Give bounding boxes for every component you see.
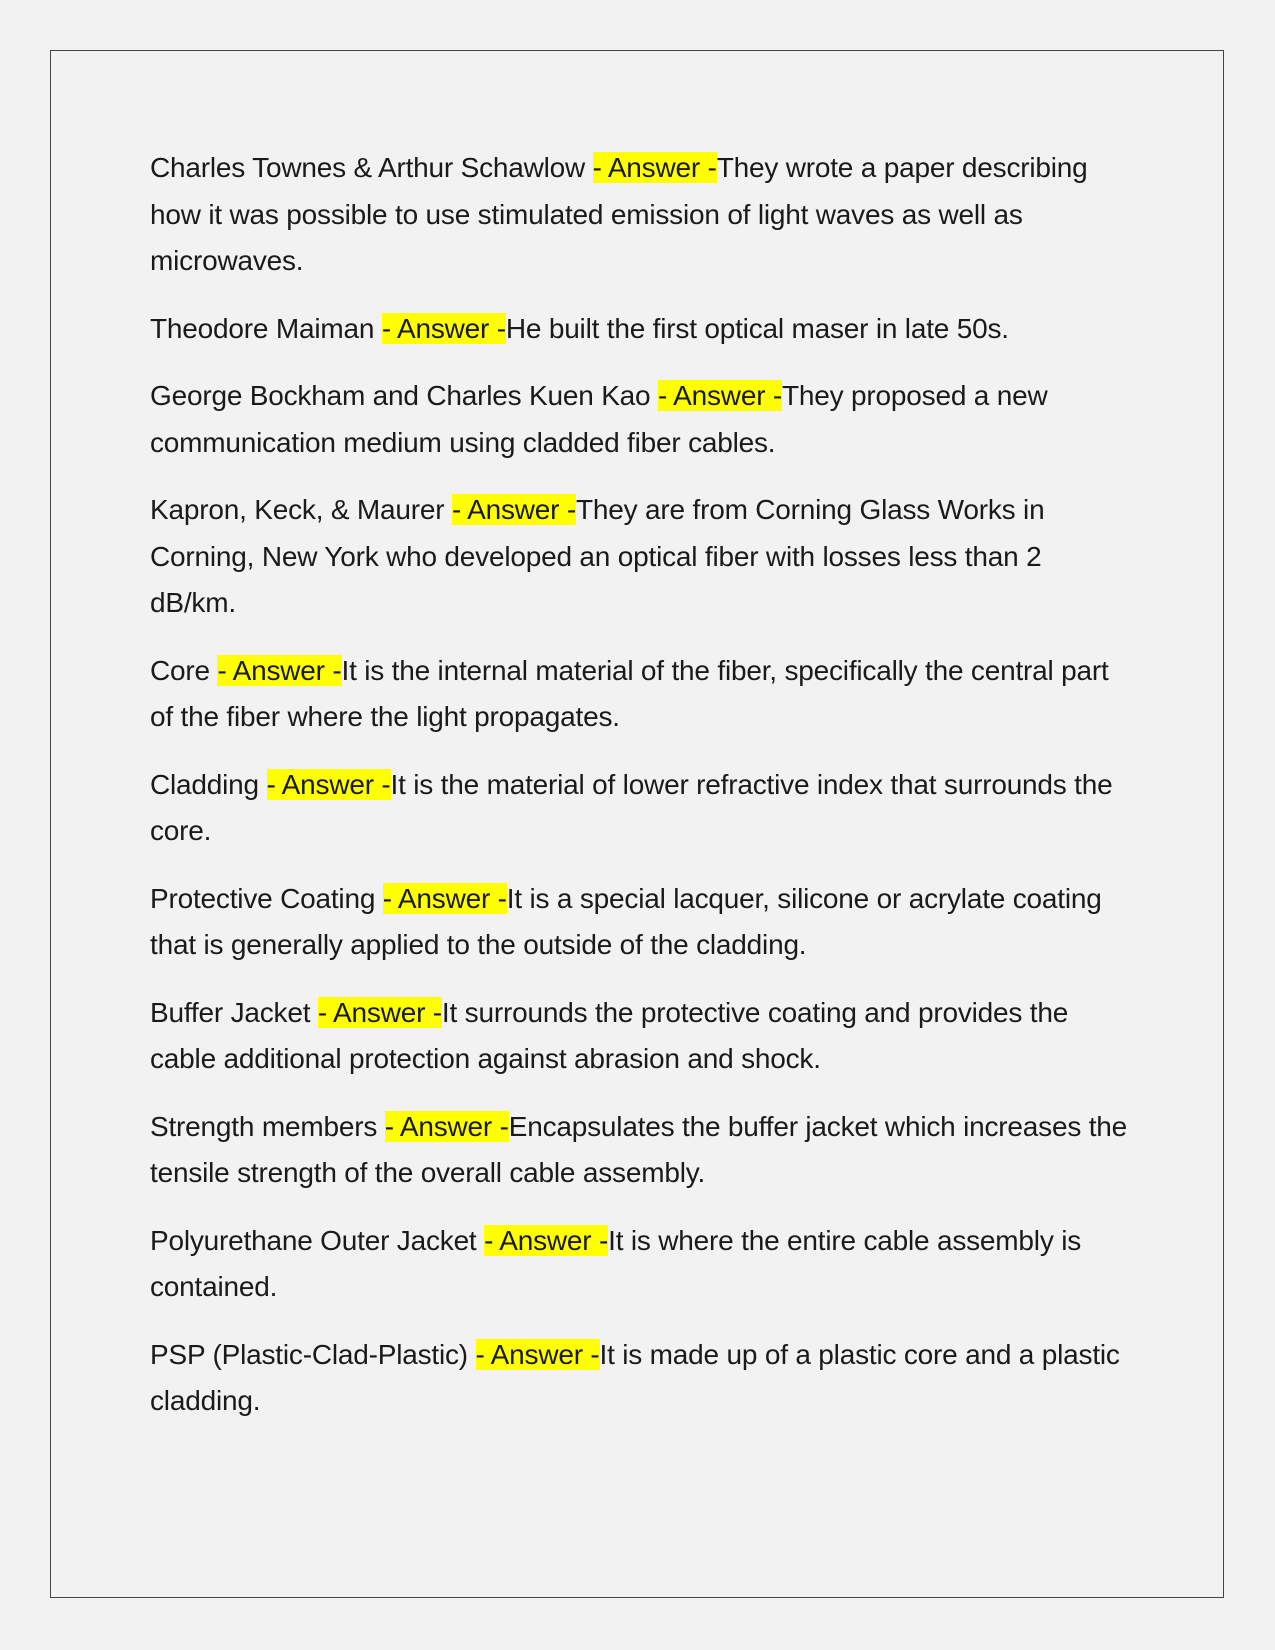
entry-definition: They wrote a paper describing how it was possible to use stimulated emission of light waves as well as microwaves. — [150, 152, 1088, 276]
entry-definition: They are from Corning Glass Works in Corning, New York who developed an optical fiber with losses less than 2 dB/km. — [150, 494, 1045, 618]
answer-highlight: - Answer - — [217, 654, 342, 686]
entry-term: Buffer Jacket — [150, 996, 318, 1028]
answer-highlight: - Answer - — [381, 312, 506, 344]
entry-definition: It is where the entire cable assembly is contained. — [150, 1224, 1082, 1302]
entry-definition: They proposed a new communication medium using cladded fiber cables. — [150, 380, 1048, 458]
answer-highlight: - Answer - — [382, 882, 507, 914]
entry-10 — [150, 1218, 1130, 1311]
answer-highlight: - Answer - — [475, 1338, 600, 1370]
answer-highlight: - Answer - — [658, 380, 783, 411]
answer-highlight: - Answer - — [484, 1224, 609, 1256]
entry-term: Protective Coating — [150, 882, 383, 914]
entry-definition: It surrounds the protective coating and provides the cable additional protection against abrasion and shock. — [150, 996, 1069, 1074]
entry-definition: It is the internal material of the fiber, specifically the central part of the fiber where the light propagates. — [150, 654, 1109, 732]
entry-definition: Encapsulates the buffer jacket which increases the tensile strength of the overall cable assembly. — [150, 1110, 1128, 1188]
entry-term: Strength members — [150, 1110, 385, 1142]
entry-term: Core — [150, 654, 218, 686]
entry-definition: It is made up of a plastic core and a plastic cladding. — [150, 1338, 1120, 1416]
entry-term: Theodore Maiman — [150, 312, 382, 344]
entry-8 — [150, 990, 1130, 1083]
entry-definition: It is a special lacquer, silicone or acrylate coating that is generally applied to the outside of the cladding. — [150, 882, 1102, 960]
answer-highlight: - Answer - — [451, 494, 577, 525]
entry-term: Kapron, Keck, & Maurer — [150, 494, 452, 525]
entry-4 — [150, 487, 1130, 627]
entry-term: PSP (Plastic-Clad-Plastic) — [150, 1338, 476, 1370]
entry-term: George Bockham and Charles Kuen Kao — [150, 380, 658, 411]
document-body — [150, 145, 1130, 1446]
answer-highlight: - Answer - — [317, 996, 442, 1028]
entry-7 — [150, 876, 1130, 969]
answer-highlight: - Answer - — [266, 768, 391, 800]
entry-1 — [150, 145, 1130, 285]
entry-term: Charles Townes & Arthur Schawlow — [150, 152, 593, 183]
entry-definition: It is the material of lower refractive index that surrounds the core. — [150, 768, 1113, 846]
entry-2 — [150, 306, 1130, 353]
entry-term: Polyurethane Outer Jacket — [150, 1224, 485, 1256]
entry-definition: He built the first optical maser in late 50s. — [505, 312, 1009, 344]
entry-6 — [150, 762, 1130, 855]
entry-3 — [150, 373, 1130, 466]
entry-11 — [150, 1332, 1130, 1425]
entry-term: Cladding — [150, 768, 267, 800]
answer-highlight: - Answer - — [592, 152, 717, 183]
entry-9 — [150, 1104, 1130, 1197]
entry-5 — [150, 648, 1130, 741]
answer-highlight: - Answer - — [384, 1110, 509, 1142]
